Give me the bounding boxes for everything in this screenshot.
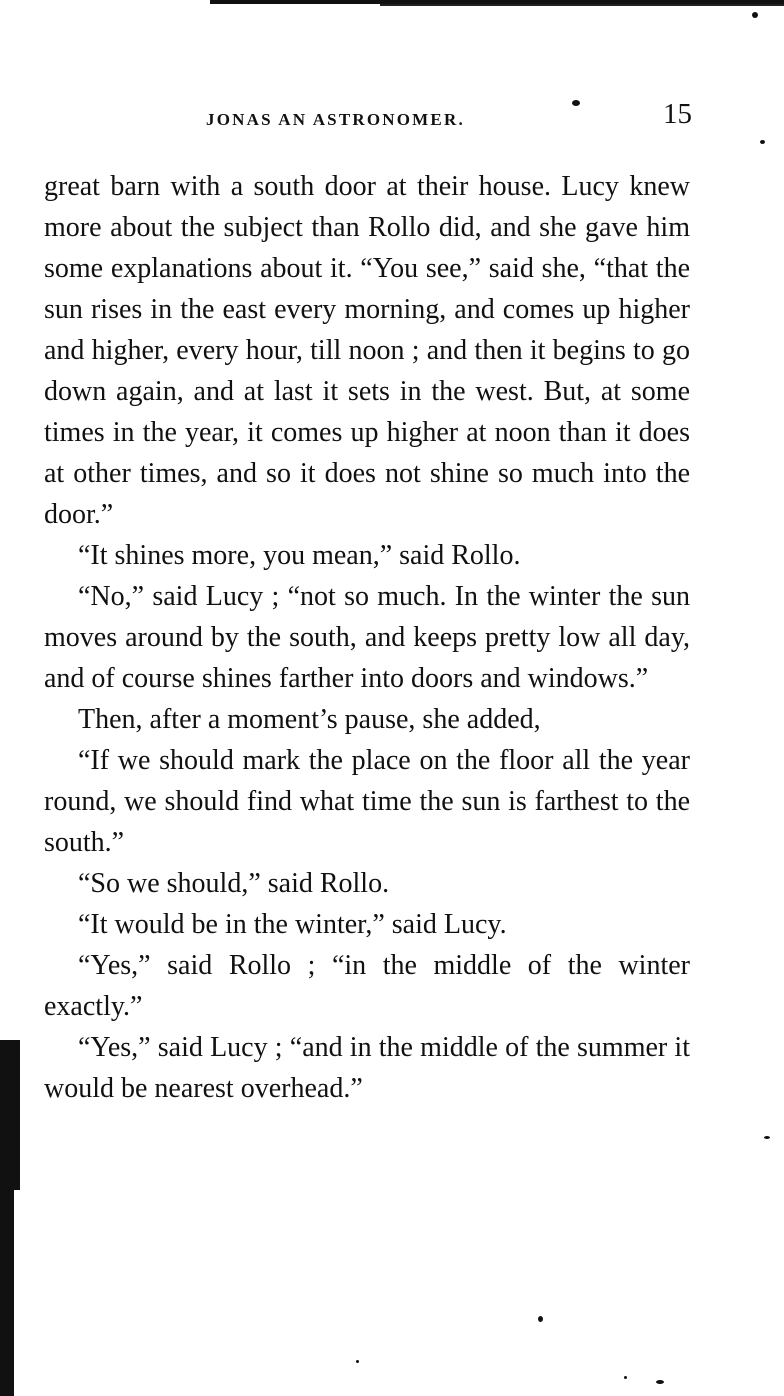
scan-speck — [760, 140, 765, 144]
paragraph-4: Then, after a moment’s pause, she added, — [78, 704, 541, 735]
scan-speck — [624, 1376, 627, 1379]
scan-binding-shadow-edge — [14, 1040, 20, 1190]
scan-speck — [764, 1136, 770, 1139]
paragraph-7: “It would be in the winter,” said Lucy. — [78, 909, 507, 940]
scan-speck — [538, 1316, 543, 1322]
paragraph-3: “No,” said Lucy ; “not so much. In the winter the sun moves around by the south, and keeps pretty low all day, and of course shines farther into doors and windows.” — [44, 581, 690, 694]
scan-speck — [572, 100, 580, 106]
paragraph-2: “It shines more, you mean,” said Rollo. — [78, 540, 521, 571]
page-header — [44, 98, 692, 138]
top-edge-rule-thin — [380, 4, 784, 6]
paragraph-5: “If we should mark the place on the floor all the year round, we should find what time the sun is farthest to the south.” — [44, 745, 690, 858]
scan-speck — [356, 1360, 359, 1363]
paragraph-9: “Yes,” said Lucy ; “and in the middle of the summer it would be nearest overhead.” — [44, 1032, 690, 1104]
scan-speck — [752, 12, 758, 18]
scan-binding-shadow — [0, 1040, 14, 1396]
body-text — [44, 166, 690, 1109]
paragraph-1: great barn with a south door at their house. Lucy knew more about the subject than Rollo did, and she gave him some explanations about it. “You see,” said she, “that the sun rises in the east every morning, and comes up higher and higher, every hour, till noon ; and then it begins to go down again, and at last it sets in the west. But, at some times in the year, it comes up higher at noon than it does at other times, and so it does not shine so much into the door.” — [44, 171, 690, 530]
paragraph-8: “Yes,” said Rollo ; “in the middle of the winter exactly.” — [44, 950, 690, 1022]
scan-speck — [656, 1380, 664, 1384]
page-number: 15 — [663, 98, 692, 130]
running-head: JONAS AN ASTRONOMER. — [206, 110, 465, 129]
paragraph-6: “So we should,” said Rollo. — [78, 868, 390, 899]
